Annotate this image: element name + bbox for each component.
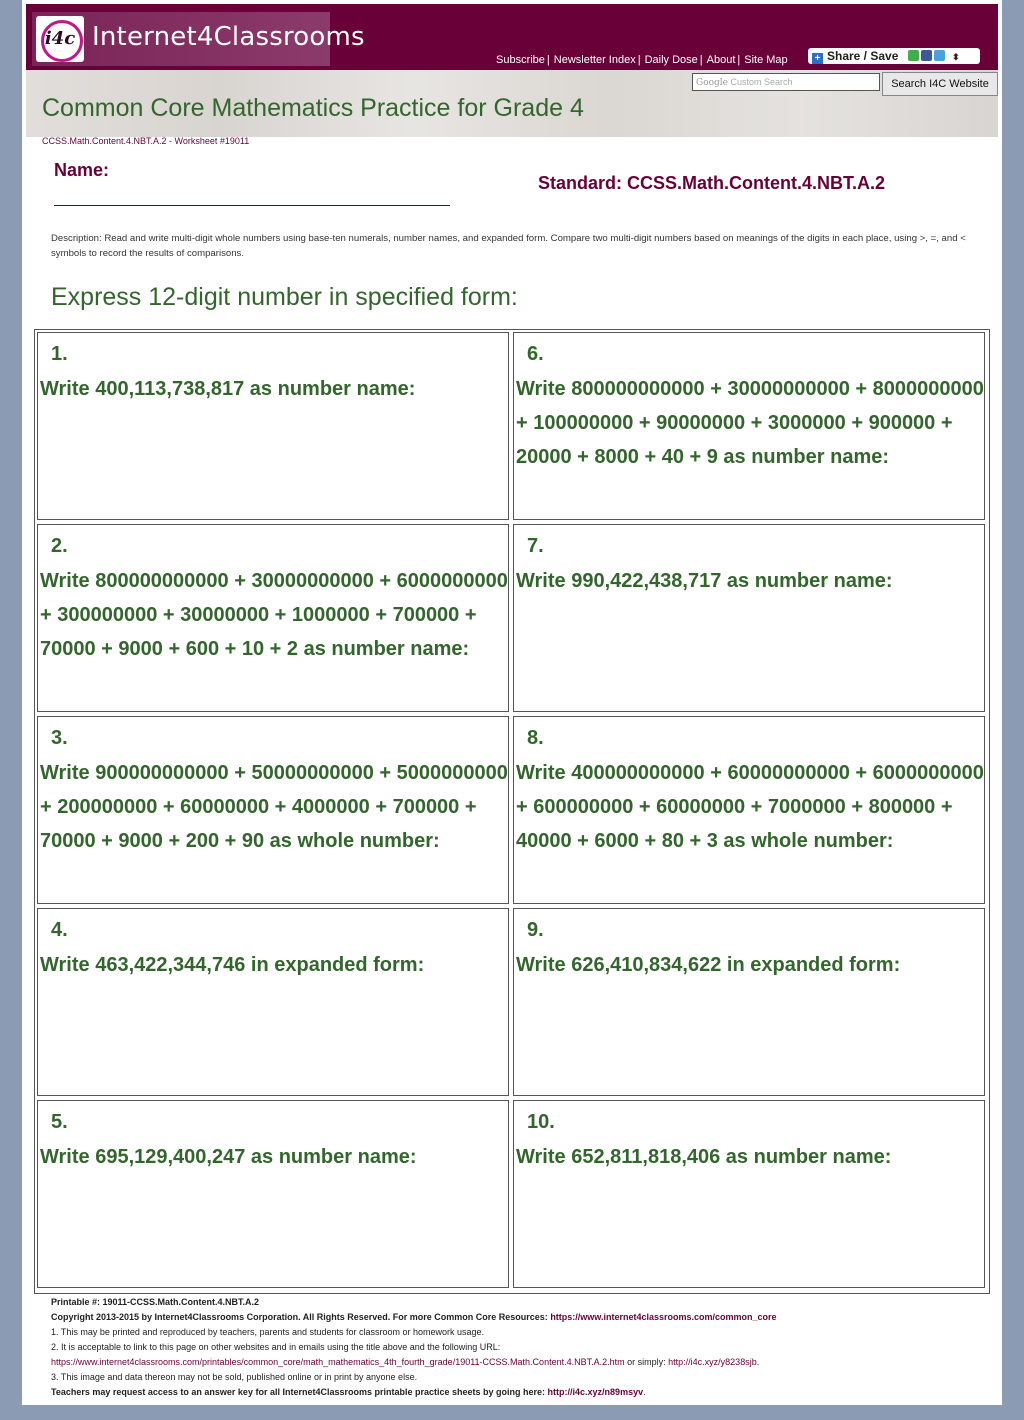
question-number: 10.: [527, 1111, 555, 1133]
search-input[interactable]: [692, 73, 880, 91]
copyright-text: Copyright 2013-2015 by Internet4Classrooms Corporation. All Rights Reserved. For more Common Core Resources:: [51, 1312, 548, 1322]
share-green-icon: [908, 50, 919, 61]
share-label: Share / Save: [827, 49, 899, 63]
question-cell: [37, 908, 509, 1096]
question-text: Write 990,422,438,717 as number name:: [516, 570, 893, 592]
question-cell: [37, 716, 509, 904]
question-text: Write 800000000000 + 30000000000 + 6000000000 + 300000000 + 30000000 + 1000000 + 700000 + 70000 + 9000 + 600 + 10 + 2 as number name:: [40, 570, 508, 660]
question-cell: [37, 524, 509, 712]
question-number: 5.: [51, 1111, 68, 1133]
short-url-link[interactable]: http://i4c.xyz/y8238sjb: [668, 1357, 757, 1367]
question-cell: [513, 524, 985, 712]
nav-subscribe[interactable]: Subscribe: [496, 54, 545, 66]
question-text: Write 800000000000 + 30000000000 + 8000000000 + 100000000 + 90000000 + 3000000 + 900000 + 20000 + 8000 + 40 + 9 as number name:: [516, 378, 984, 468]
twitter-icon: [934, 50, 945, 61]
question-text: Write 400,113,738,817 as number name:: [40, 378, 416, 400]
common-core-link[interactable]: https://www.internet4classrooms.com/common_core: [550, 1312, 777, 1322]
printable-number: Printable #: 19011-CCSS.Math.Content.4.NBT.A.2: [51, 1297, 260, 1307]
nav-site-map[interactable]: Site Map: [744, 54, 788, 66]
nav-daily-dose[interactable]: Daily Dose: [644, 54, 698, 66]
google-logo: Google: [696, 78, 728, 88]
site-logo[interactable]: [32, 12, 365, 66]
standard-label: Standard: CCSS.Math.Content.4.NBT.A.2: [538, 173, 886, 193]
question-cell: [37, 332, 509, 520]
site-header: [26, 4, 998, 70]
question-number: 1.: [51, 343, 68, 365]
page-title: Common Core Mathematics Practice for Grade 4: [42, 94, 584, 122]
footer-note-1: 1. This may be printed and reproduced by teachers, parents and students for classroom or homework usage.: [51, 1327, 485, 1337]
footer: [51, 1295, 991, 1400]
nav-about[interactable]: About: [706, 54, 736, 66]
name-line: [54, 205, 450, 206]
question-number: 3.: [51, 727, 68, 749]
nav-newsletter-index[interactable]: Newsletter Index: [553, 54, 636, 66]
question-cell: [513, 1100, 985, 1288]
question-number: 7.: [527, 535, 544, 557]
question-cell: [513, 332, 985, 520]
answer-key-link[interactable]: http://i4c.xyz/n89msyv: [547, 1387, 644, 1397]
section-heading: Express 12-digit number in specified form:: [51, 283, 518, 311]
question-number: 2.: [51, 535, 68, 557]
question-number: 6.: [527, 343, 544, 365]
answer-key-line: Teachers may request access to an answer key for all Internet4Classrooms printable practice sheets by going here: http://i4c.xyz/n89msyv.: [51, 1387, 646, 1397]
share-dropdown-icon: ⬍: [952, 52, 960, 62]
top-nav: Subscribe | Newsletter Index | Daily Dose | About | Site Map: [496, 54, 788, 66]
answer-key-text: Teachers may request access to an answer key for all Internet4Classrooms printable practice sheets by going here:: [51, 1387, 546, 1397]
copyright-line: [51, 1310, 991, 1325]
footer-note-3: 3. This image and data thereon may not be sold, published online or in print by anyone else.: [51, 1372, 418, 1382]
share-save-button[interactable]: [808, 48, 980, 64]
question-text: Write 652,811,818,406 as number name:: [516, 1146, 892, 1168]
question-text: Write 900000000000 + 50000000000 + 5000000000 + 200000000 + 60000000 + 4000000 + 700000 + 70000 + 9000 + 200 + 90 as whole number:: [40, 762, 508, 852]
question-text: Write 400000000000 + 60000000000 + 6000000000 + 600000000 + 60000000 + 7000000 + 800000 + 40000 + 6000 + 80 + 3 as whole number:: [516, 762, 984, 852]
question-text: Write 695,129,400,247 as number name:: [40, 1146, 417, 1168]
logo-badge: i4c: [36, 16, 84, 62]
question-text: Write 626,410,834,622 in expanded form:: [516, 954, 901, 976]
question-text: Write 463,422,344,746 in expanded form:: [40, 954, 425, 976]
description: Description: Read and write multi-digit whole numbers using base-ten numerals, number names, and expanded form. Compare two multi-digit numbers based on meanings of the digits in each place, using >, =, and < symbols to record the results of comparisons.: [51, 233, 966, 259]
facebook-icon: [921, 50, 932, 61]
header-banner: [26, 70, 998, 137]
question-number: 4.: [51, 919, 68, 941]
worksheet-id: CCSS.Math.Content.4.NBT.A.2 - Worksheet #19011: [42, 136, 250, 146]
footer-note-2: 2. It is acceptable to link to this page on other websites and in emails using the title above and the following URL:: [51, 1342, 501, 1352]
question-number: 8.: [527, 727, 544, 749]
worksheet-page: [22, 0, 1002, 1405]
worksheet-url-link[interactable]: https://www.internet4classrooms.com/printables/common_core/math_mathematics_4th_fourth_grade/19011-CCSS.Math.Content.4.NBT.A.2.htm: [51, 1357, 625, 1367]
name-label: Name:: [54, 160, 110, 180]
search-button[interactable]: Search I4C Website: [882, 72, 998, 96]
question-cell: [513, 716, 985, 904]
question-number: 9.: [527, 919, 544, 941]
or-simply-text: or simply:: [627, 1357, 666, 1367]
footer-url-line: https://www.internet4classrooms.com/printables/common_core/math_mathematics_4th_fourth_grade/19011-CCSS.Math.Content.4.NBT.A.2.htm or simply: http://i4c.xyz/y8238sjb.: [51, 1357, 760, 1367]
share-plus-icon: +: [812, 53, 823, 64]
question-cell: [37, 1100, 509, 1288]
logo-text: Internet4Classrooms: [92, 22, 365, 52]
search-placeholder: Custom Search: [730, 77, 793, 87]
question-grid: [34, 329, 990, 1294]
question-cell: [513, 908, 985, 1096]
